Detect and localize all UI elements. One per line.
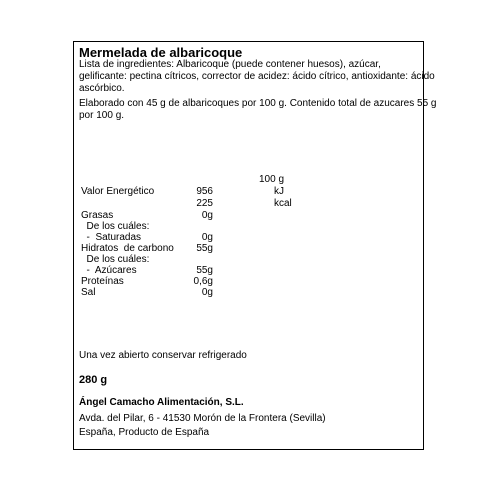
company-address: Avda. del Pilar, 6 - 41530 Morón de la Frontera (Sevilla)	[79, 413, 326, 424]
elaborado-line: Elaborado con 45 g de albaricoques por 100 g. Contenido total de azucares 55 g	[79, 98, 437, 109]
nutrition-row-value: 0g	[201, 210, 213, 221]
storage-instructions: Una vez abierto conservar refrigerado	[79, 350, 247, 361]
elaborado-line: por 100 g.	[79, 110, 125, 121]
nutrition-row-label: Proteínas	[81, 276, 124, 287]
company-name: Ángel Camacho Alimentación, S.L.	[79, 397, 244, 408]
ingredients-line: ascórbico.	[79, 83, 125, 94]
nutrition-row-label: - Saturadas	[81, 232, 142, 243]
energy-label: Valor Energético	[81, 186, 155, 197]
product-title: Mermelada de albaricoque	[79, 45, 243, 60]
ingredients-line: gelificante: pectina cítricos, corrector de acidez: ácido cítrico, antioxidante: ácido	[79, 71, 435, 82]
energy-kj-unit: kJ	[274, 186, 284, 197]
nutrition-row-label: De los cuáles:	[81, 254, 150, 265]
product-origin: España, Producto de España	[79, 427, 210, 438]
nutrition-row-value: 55g	[196, 243, 213, 254]
nutrition-header: 100 g	[259, 174, 285, 185]
net-weight: 280 g	[79, 374, 108, 386]
nutrition-row-value: 0g	[201, 232, 213, 243]
nutrition-row-value: 0,6g	[193, 276, 213, 287]
energy-kj-value: 956	[196, 186, 213, 197]
ingredients-line: Lista de ingredientes: Albaricoque (puede contener huesos), azúcar,	[79, 59, 381, 70]
product-label	[73, 41, 437, 450]
nutrition-row-value: 55g	[196, 265, 213, 276]
nutrition-row-value: 0g	[201, 287, 213, 298]
energy-kcal-unit: kcal	[274, 198, 292, 209]
energy-kcal-value: 225	[196, 198, 213, 209]
nutrition-row-label: De los cuáles:	[81, 221, 150, 232]
nutrition-row-label: Grasas	[81, 210, 114, 221]
ingredients-list	[79, 59, 435, 95]
nutrition-row-label: Hidratos de carbono	[81, 243, 174, 254]
nutrition-row-label: - Azúcares	[81, 265, 137, 276]
nutrition-row-label: Sal	[81, 287, 96, 298]
elaborado-note	[79, 98, 436, 122]
